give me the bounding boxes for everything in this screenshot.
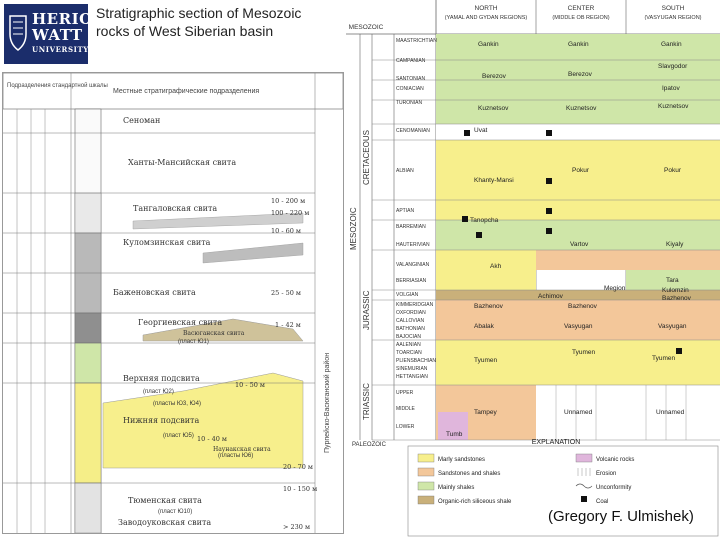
- stage: SINEMURIAN: [396, 366, 428, 372]
- stage: SANTONIAN: [396, 76, 426, 82]
- legend-label: Unconformity: [596, 485, 632, 491]
- formation: Pokur: [572, 167, 589, 174]
- stage: BERRIASIAN: [396, 278, 427, 284]
- legend-label: Erosion: [596, 471, 617, 477]
- unit-10: Нижняя подсвита: [123, 416, 200, 425]
- formation: Kuznetsov: [658, 103, 689, 110]
- legend-label: Volcanic rocks: [596, 457, 635, 463]
- stage: BATHONIAN: [396, 326, 425, 332]
- legend-swatch: [576, 454, 592, 462]
- unit-0: Сеноман: [123, 116, 161, 125]
- coal-mark: [676, 348, 682, 354]
- formation: Tanopcha: [470, 217, 499, 224]
- stage: CENOMANIAN: [396, 128, 430, 134]
- legend-swatch: [418, 454, 434, 462]
- stage: BAJOCIAN: [396, 334, 422, 340]
- legend-label: Mainly shales: [438, 485, 475, 491]
- thickness-3: 25 - 50 м: [271, 289, 301, 297]
- coal-mark: [546, 178, 552, 184]
- stage: HETTANGIAN: [396, 374, 428, 380]
- formation: Bazhenov: [568, 303, 597, 310]
- unit-9: Верхняя подсвита: [123, 374, 200, 383]
- formation: Gankin: [661, 41, 682, 48]
- formation: Unnamed: [564, 409, 593, 416]
- formation: Bazhenov: [474, 303, 503, 310]
- formation: Slavgodor: [658, 63, 688, 70]
- thickness-9: > 230 м: [283, 523, 311, 531]
- legend-swatch: [418, 482, 434, 490]
- english-chart-panel: [346, 0, 720, 540]
- stage: UPPER: [396, 390, 414, 396]
- unit-2: Тангаловская свита: [133, 204, 218, 213]
- system-cretaceous: CRETACEOUS: [362, 130, 371, 185]
- formation: Ipatov: [662, 85, 680, 92]
- paleozoic-label: PALEOZOIC: [352, 442, 386, 448]
- stage: KIMMERIDGIAN: [396, 302, 434, 308]
- logo-line2: WATT: [32, 26, 83, 44]
- credit: (Gregory F. Ulmishek): [548, 508, 694, 525]
- russian-section-figure: [3, 73, 343, 533]
- unit-7: Наунакская свита: [213, 446, 271, 453]
- formation: Achimov: [538, 293, 563, 300]
- stage: CONIACIAN: [396, 86, 424, 92]
- formation: Kuznetsov: [566, 105, 597, 112]
- stage: PLIENSBACHIAN: [396, 358, 437, 364]
- formation: Kulomzin: [662, 287, 689, 294]
- formation: Tyumen: [474, 357, 498, 364]
- coal-mark: [546, 130, 552, 136]
- formation: Tumb: [446, 431, 463, 438]
- stage: MAASTRICHTIAN: [396, 38, 437, 44]
- unit-11: Заводоуковская свита: [118, 518, 212, 527]
- era-label: MESOZOIC: [349, 207, 358, 250]
- formation: Vasyugan: [564, 323, 593, 330]
- legend-label: Coal: [596, 499, 609, 505]
- formation: Tampey: [474, 409, 497, 416]
- stage: OXFORDIAN: [396, 310, 426, 316]
- stage: VALANGINIAN: [396, 262, 430, 268]
- legend-label: Marly sandstones: [438, 457, 486, 463]
- formation: Unnamed: [656, 409, 685, 416]
- russian-section-panel: [2, 72, 344, 534]
- stage: TOARCIAN: [396, 350, 422, 356]
- note-5: (пласт Ю10): [158, 509, 193, 515]
- note-4: (пласты Ю6): [218, 453, 254, 459]
- thickness-8: 10 - 150 м: [283, 485, 318, 493]
- explanation-title: EXPLANATION: [531, 439, 581, 446]
- formation: Abalak: [474, 323, 494, 330]
- logo-line1: HERIOT: [32, 10, 105, 28]
- col-center: CENTER: [567, 5, 595, 12]
- note-1: (пласт Ю2): [143, 389, 174, 395]
- coal-mark: [476, 232, 482, 238]
- formation: Vartov: [570, 241, 589, 248]
- legend-swatch: [418, 496, 434, 504]
- side-label: Пурпейско-Васюганский район: [324, 352, 331, 453]
- crest-icon: [8, 12, 28, 52]
- col-north: NORTH: [474, 5, 498, 12]
- formation: Kuznetsov: [478, 105, 509, 112]
- formation: Bazhenov: [662, 295, 691, 302]
- stage: VOLGIAN: [396, 292, 419, 298]
- stage: MIDDLE: [396, 406, 415, 412]
- thickness-5: 10 - 50 м: [235, 381, 265, 389]
- formation: Megion: [604, 285, 626, 292]
- unit-4: Баженовская свита: [113, 288, 196, 297]
- thickness-2: 10 - 60 м: [271, 227, 301, 235]
- thickness-6: 10 - 40 м: [197, 435, 227, 443]
- formation: Berezov: [482, 73, 506, 80]
- coal-mark: [462, 216, 468, 222]
- thickness-7: 20 - 70 м: [283, 463, 313, 471]
- note-0: (пласт Ю1): [178, 339, 209, 345]
- stage: CAMPANIAN: [396, 58, 426, 64]
- formation: Gankin: [568, 41, 589, 48]
- stage: HAUTERIVIAN: [396, 242, 430, 248]
- stage: TURONIAN: [396, 100, 423, 106]
- col-center-sub: (MIDDLE OB REGION): [552, 15, 610, 21]
- system-jurassic: JURASSIC: [362, 290, 371, 330]
- formation: Gankin: [478, 41, 499, 48]
- formation: Tyumen: [652, 355, 676, 362]
- legend-swatch: [418, 468, 434, 476]
- legend-label: Sandstones and shales: [438, 471, 501, 477]
- col-mesozoic: MESOZOIC: [348, 24, 384, 31]
- slide-title: [96, 4, 301, 40]
- unit-1: Ханты-Мансийская свита: [128, 158, 237, 167]
- note-2: (пласты Ю3, Ю4): [153, 401, 201, 407]
- formation: Tara: [666, 277, 679, 284]
- thickness-4: 1 - 42 м: [275, 321, 301, 329]
- stage: BARREMIAN: [396, 224, 426, 230]
- formation: Berezov: [568, 71, 592, 78]
- coal-mark: [546, 208, 552, 214]
- head-col1: Подразделения стандартной шкалы: [7, 83, 108, 89]
- coal-swatch: [581, 496, 587, 502]
- stage: LOWER: [396, 424, 415, 430]
- col-south-sub: (VASYUGAN REGION): [644, 15, 702, 21]
- university-logo: [4, 4, 105, 64]
- legend-label: Organic-rich siliceous shale: [438, 499, 512, 505]
- note-3: (пласт Ю5): [163, 433, 194, 439]
- thickness-0: 10 - 200 м: [271, 197, 306, 205]
- thickness-1: 100 - 220 м: [271, 209, 310, 217]
- title-line2: rocks of West Siberian basin: [96, 23, 274, 39]
- formation: Khanty-Mansi: [474, 177, 514, 184]
- col-south: SOUTH: [661, 5, 685, 12]
- formation: Akh: [490, 263, 502, 270]
- formation: Uvat: [474, 127, 488, 134]
- stage: ALBIAN: [396, 168, 414, 174]
- stage: APTIAN: [396, 208, 415, 214]
- english-chart-figure: [346, 0, 720, 540]
- coal-mark: [464, 130, 470, 136]
- unit-3: Куломзинская свита: [123, 238, 211, 247]
- coal-mark: [546, 228, 552, 234]
- stage: AALENIAN: [396, 342, 421, 348]
- unit-6: Васюганская свита: [183, 330, 245, 337]
- unit-8: Тюменская свита: [128, 496, 202, 505]
- formation: Kiyaly: [666, 241, 684, 248]
- head-col2: Местные стратиграфические подразделения: [113, 88, 260, 95]
- stage: CALLOVIAN: [396, 318, 425, 324]
- logo-line3: UNIVERSITY: [32, 45, 89, 54]
- title-line1: Stratigraphic section of Mesozoic: [96, 5, 302, 21]
- formation: Pokur: [664, 167, 681, 174]
- system-triassic: TRIASSIC: [362, 383, 371, 420]
- col-north-sub: (YAMAL AND GYDAN REGIONS): [444, 15, 528, 21]
- formation: Vasyugan: [658, 323, 687, 330]
- formation: Tyumen: [572, 349, 596, 356]
- unit-5: Георгиевская свита: [138, 318, 223, 327]
